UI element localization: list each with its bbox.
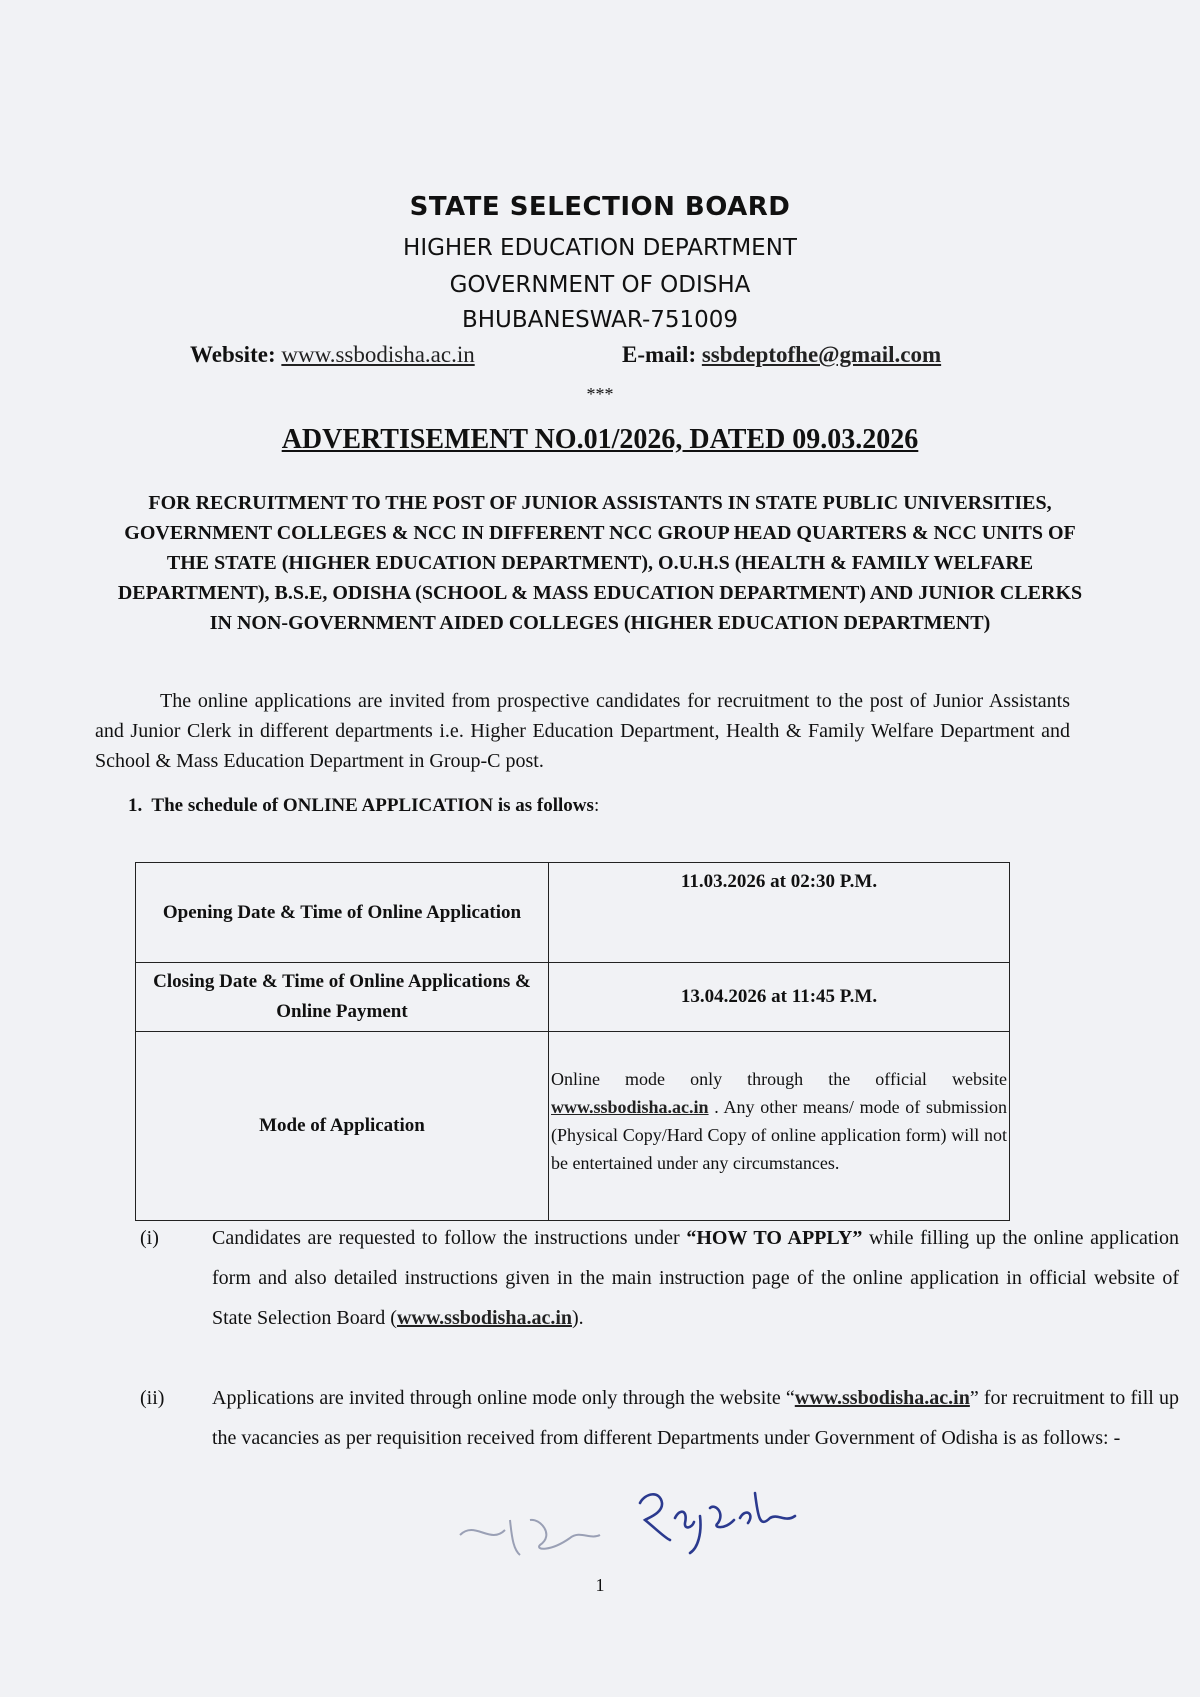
schedule-value: 11.03.2026 at 02:30 P.M. [549, 863, 1010, 963]
instruction-website-link[interactable]: www.ssbodisha.ac.in [794, 1387, 970, 1409]
schedule-heading-number: 1. [128, 795, 143, 816]
website-link[interactable]: www.ssbodisha.ac.in [281, 342, 475, 367]
mode-text-post: . Any other means/ mode of submission (Physical Copy/Hard Copy of online application form) will not be entertained under any circumstances. [551, 1097, 1008, 1173]
schedule-label: Mode of Application [136, 1032, 549, 1221]
instruction-number: (i) [140, 1227, 159, 1249]
schedule-label: Closing Date & Time of Online Applications & Online Payment [136, 963, 549, 1032]
advertisement-title: ADVERTISEMENT NO.01/2026, DATED 09.03.2026 [281, 424, 919, 455]
page-number: 1 [595, 1575, 605, 1595]
schedule-heading-suffix: : [593, 795, 600, 816]
department-name: HIGHER EDUCATION DEPARTMENT [403, 235, 797, 261]
board-title: STATE SELECTION BOARD [409, 192, 791, 222]
table-row [136, 863, 1010, 963]
instruction-end: ). [572, 1307, 584, 1329]
schedule-table [135, 862, 1010, 1221]
advertisement-subject: FOR RECRUITMENT TO THE POST OF JUNIOR ASSISTANTS IN STATE PUBLIC UNIVERSITIES, GOVERNMENT COLLEGES & NCC IN DIFFERENT NCC GROUP HEAD QUARTERS & NCC UNITS OF THE STATE (HIGHER EDUCATION DEPARTMENT), O.U.H.S (HEALTH & FAMILY WELFARE DEPARTMENT), B.S.E, ODISHA (SCHOOL & MASS EDUCATION DEPARTMENT) AND JUNIOR CLERKS IN NON-GOVERNMENT AIDED COLLEGES (HIGHER EDUCATION DEPARTMENT) [117, 492, 1083, 634]
schedule-label: Opening Date & Time of Online Application [136, 863, 549, 963]
separator-stars: *** [586, 384, 614, 404]
website-label: Website: [190, 342, 276, 367]
city-address: BHUBANESWAR-751009 [461, 307, 739, 333]
government-name: GOVERNMENT OF ODISHA [449, 272, 751, 298]
instruction-post: while filling up the online application form and also detailed instructions given in the main instruction page of the online application in official website of State Selection Board ( [212, 1227, 1179, 1329]
intro-paragraph: The online applications are invited from prospective candidates for recruitment to the post of Junior Assistants and Junior Clerk in different departments i.e. Higher Education Department, Health & Family Welfare Department and School & Mass Education Department in Group-C post. [95, 690, 1070, 772]
schedule-value: 13.04.2026 at 11:45 P.M. [549, 963, 1010, 1032]
instruction-pre: Candidates are requested to follow the instructions under [212, 1227, 687, 1249]
instruction-post: ” for recruitment to fill up the vacancies as per requisition received from different Departments under Government of Odisha is as follows: - [212, 1387, 1179, 1449]
email-link[interactable]: ssbdeptofhe@gmail.com [701, 342, 942, 367]
schedule-heading [128, 795, 599, 817]
email-label: E-mail: [622, 342, 697, 367]
signature-rajesh [630, 1478, 800, 1568]
table-row [136, 963, 1010, 1032]
instruction-bold: “HOW TO APPLY” [686, 1227, 863, 1249]
instruction-text [212, 1218, 1179, 1338]
instruction-website-link[interactable]: www.ssbodisha.ac.in [396, 1307, 573, 1329]
website-block [190, 342, 475, 368]
schedule-mode-value [549, 1032, 1010, 1221]
email-block [622, 342, 941, 368]
instruction-pre: Applications are invited through online mode only through the website “ [212, 1387, 795, 1409]
mode-text-pre: Online mode only through the official website [551, 1069, 1007, 1089]
instruction-number: (ii) [140, 1387, 165, 1409]
schedule-heading-text: The schedule of ONLINE APPLICATION is as follows [151, 795, 594, 816]
table-row [136, 1032, 1010, 1221]
mode-website-link[interactable]: www.ssbodisha.ac.in [551, 1097, 709, 1117]
instruction-text [212, 1378, 1179, 1458]
